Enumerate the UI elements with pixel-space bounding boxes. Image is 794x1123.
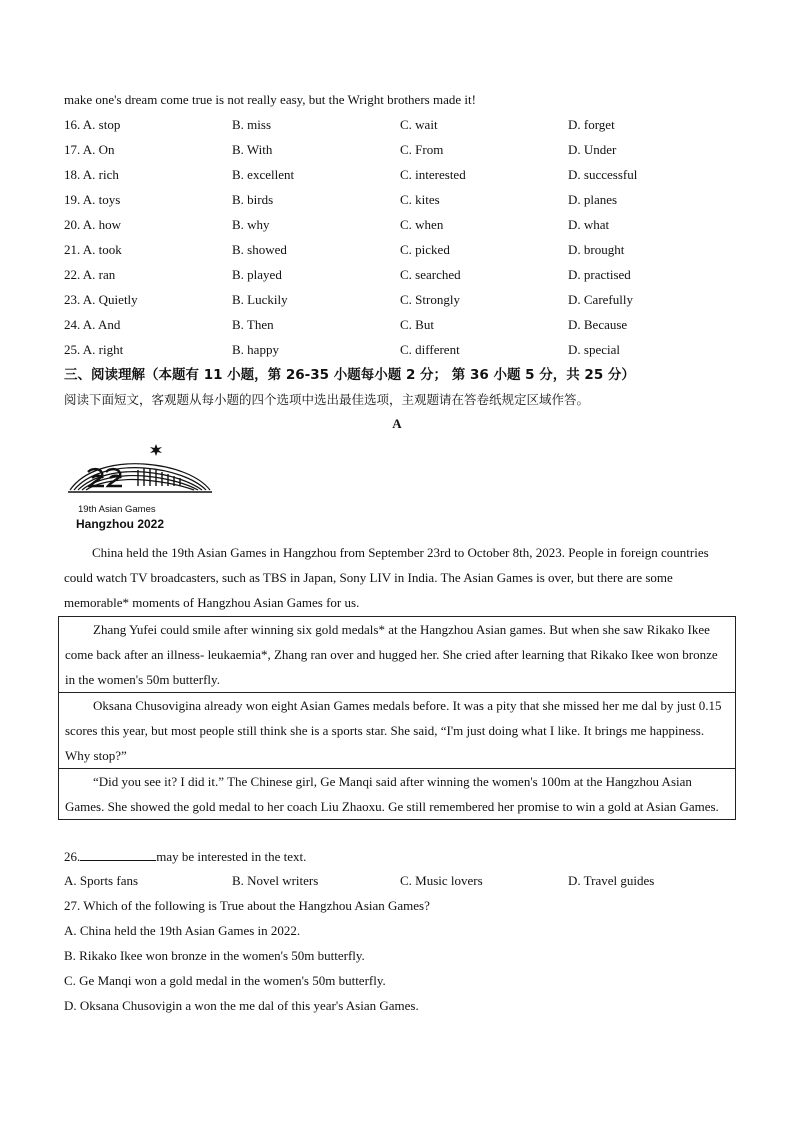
answer-blank: [80, 848, 156, 861]
question-26-text: may be interested in the text.: [156, 849, 307, 864]
option-c: C. But: [400, 317, 434, 332]
question-27-option-c: C. Ge Manqi won a gold medal in the women's 50m butterfly.: [64, 973, 386, 988]
passage-intro-text: China held the 19th Asian Games in Hangzhou from September 23rd to October 8th, 2023. People in foreign countries could watch TV broadcasters, such as TBS in Japan, Sony LIV in India. The Asian Games is over, but there are some memorable* moments of Hangzhou Asian Games for us.: [64, 545, 709, 610]
option-d: D. Carefully: [568, 292, 633, 307]
question-24-options: [64, 317, 744, 333]
story-oksana: [59, 693, 735, 769]
option-d: D. Travel guides: [568, 873, 655, 888]
option-d: D. successful: [568, 167, 638, 182]
story-zhang-yufei: [59, 617, 735, 693]
option-d: D. Because: [568, 317, 628, 332]
question-16-options: [64, 117, 744, 133]
option-b: B. showed: [232, 242, 287, 257]
option-a: 20. A. how: [64, 217, 122, 232]
option-a: 23. A. Quietly: [64, 292, 138, 307]
passage-label: A: [392, 416, 402, 431]
logo-line-1: 19th Asian Games: [78, 504, 156, 515]
option-b: B. Then: [232, 317, 274, 332]
option-d: D. Under: [568, 142, 617, 157]
option-b: B. happy: [232, 342, 279, 357]
cloze-passage-end: make one's dream come true is not really easy, but the Wright brothers made it!: [64, 92, 476, 107]
option-a: 19. A. toys: [64, 192, 121, 207]
logo-graphic-icon: [64, 442, 216, 534]
option-c: C. when: [400, 217, 444, 232]
question-27-stem: 27. Which of the following is True about the Hangzhou Asian Games?: [64, 898, 430, 913]
passage-intro: [64, 540, 730, 615]
option-a: 16. A. stop: [64, 117, 121, 132]
question-26-number: 26.: [64, 849, 81, 864]
option-c: C. picked: [400, 242, 450, 257]
story-text: “Did you see it? I did it.” The Chinese girl, Ge Manqi said after winning the women's 100m at the Hangzhou Asian Games. She showed the gold medal to her coach Liu Zhaoxu. Ge still remembered her promise to win a gold at Asian Games.: [65, 774, 719, 814]
option-c: C. interested: [400, 167, 466, 182]
option-b: B. Luckily: [232, 292, 288, 307]
stories-table: [58, 616, 736, 820]
option-c: C. kites: [400, 192, 440, 207]
question-18-options: [64, 167, 744, 183]
option-d: D. what: [568, 217, 610, 232]
question-27-option-a: A. China held the 19th Asian Games in 2022.: [64, 923, 301, 938]
question-26-stem: [64, 848, 306, 865]
option-d: D. practised: [568, 267, 631, 282]
option-d: D. forget: [568, 117, 615, 132]
story-text: Oksana Chusovigina already won eight Asian Games medals before. It was a pity that she missed her me dal by just 0.15 scores this year, but most people still think she is a sports star. She said, “I'm just doing what I like. It brings me happiness. Why stop?”: [65, 698, 722, 763]
question-26-options: [64, 873, 744, 889]
question-23-options: [64, 292, 744, 308]
option-d: D. special: [568, 342, 620, 357]
option-a: 24. A. And: [64, 317, 121, 332]
option-d: D. brought: [568, 242, 625, 257]
question-22-options: [64, 267, 744, 283]
option-b: B. played: [232, 267, 282, 282]
option-a: 17. A. On: [64, 142, 115, 157]
option-a: 25. A. right: [64, 342, 124, 357]
story-ge-manqi: [59, 769, 735, 819]
section-heading: 三、阅读理解（本题有 11 小题，第 26-35 小题每小题 2 分； 第 36 小题 5 分，共 25 分）: [64, 367, 635, 383]
section-instruction: 阅读下面短文，客观题从每小题的四个选项中选出最佳选项，主观题请在答卷纸规定区域作答。: [64, 392, 590, 407]
question-19-options: [64, 192, 744, 208]
option-c: C. different: [400, 342, 460, 357]
story-text: Zhang Yufei could smile after winning six gold medals* at the Hangzhou Asian games. But when she saw Rikako Ikee come back after an illness- leukaemia*, Zhang ran over and hugged her. She cried after learning that Rikako Ikee won bronze in the women's 50m butterfly.: [65, 622, 718, 687]
question-17-options: [64, 142, 744, 158]
option-b: B. With: [232, 142, 273, 157]
question-27-option-d: D. Oksana Chusovigin a won the me dal of this year's Asian Games.: [64, 998, 419, 1013]
option-b: B. miss: [232, 117, 272, 132]
option-c: C. wait: [400, 117, 438, 132]
option-b: B. why: [232, 217, 270, 232]
option-c: C. From: [400, 142, 444, 157]
option-b: B. excellent: [232, 167, 295, 182]
option-a: A. Sports fans: [64, 873, 139, 888]
option-a: 22. A. ran: [64, 267, 116, 282]
option-b: B. birds: [232, 192, 274, 207]
option-a: 21. A. took: [64, 242, 122, 257]
question-21-options: [64, 242, 744, 258]
option-c: C. Strongly: [400, 292, 460, 307]
option-c: C. Music lovers: [400, 873, 483, 888]
question-27-option-b: B. Rikako Ikee won bronze in the women's 50m butterfly.: [64, 948, 365, 963]
logo-line-2: Hangzhou 2022: [76, 517, 165, 531]
option-b: B. Novel writers: [232, 873, 319, 888]
option-c: C. searched: [400, 267, 461, 282]
question-25-options: [64, 342, 744, 358]
question-20-options: [64, 217, 744, 233]
option-a: 18. A. rich: [64, 167, 119, 182]
asian-games-logo: [64, 442, 216, 534]
option-d: D. planes: [568, 192, 618, 207]
